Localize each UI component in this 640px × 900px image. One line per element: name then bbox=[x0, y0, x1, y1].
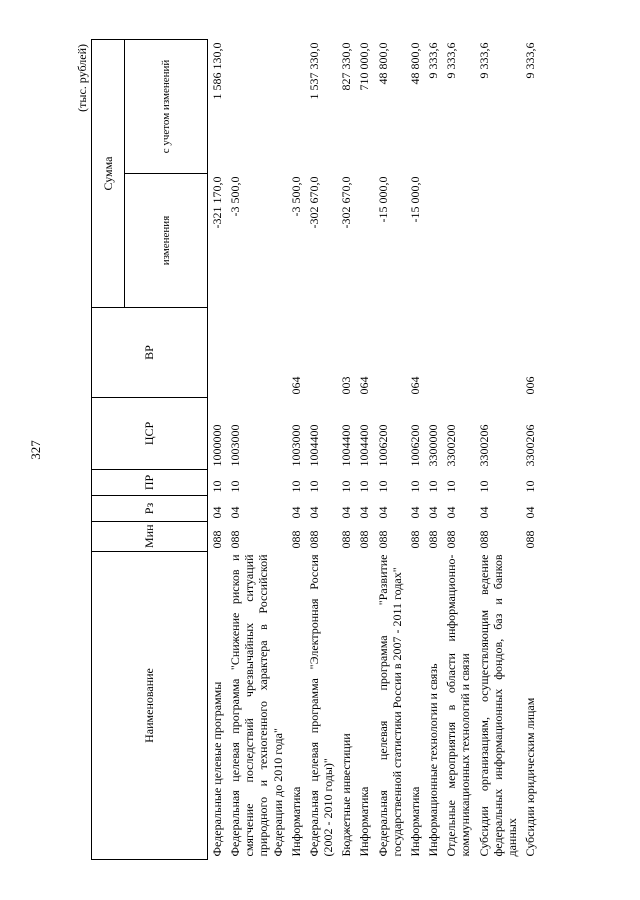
row-pr: 10 bbox=[339, 480, 354, 493]
row-rz: 04 bbox=[306, 506, 321, 519]
row-pr: 10 bbox=[210, 480, 224, 493]
row-min: 088 bbox=[375, 530, 390, 549]
header-with-change: с учетом изменений bbox=[125, 39, 208, 173]
table-body bbox=[208, 39, 540, 859]
row-pr: 10 bbox=[375, 480, 390, 493]
row-change bbox=[442, 174, 474, 308]
row-spacer bbox=[442, 308, 474, 364]
row-min: 088 bbox=[339, 530, 354, 549]
row-with-change: 9 333,6 bbox=[522, 42, 537, 79]
row-pr: 10 bbox=[444, 480, 459, 493]
row-with-change bbox=[226, 39, 287, 173]
row-vr: 064 bbox=[288, 376, 303, 395]
row-pr: 10 bbox=[357, 480, 372, 493]
row-with-change: 1 586 130,0 bbox=[210, 42, 224, 100]
header-csr: ЦСР bbox=[92, 398, 208, 470]
row-name: Федеральные целевые программы bbox=[210, 681, 224, 857]
row-csr: 1000000 bbox=[210, 424, 224, 467]
row-pr: 10 bbox=[288, 480, 303, 493]
row-spacer bbox=[374, 308, 406, 364]
row-pr: 10 bbox=[426, 480, 441, 493]
row-spacer bbox=[208, 308, 227, 364]
row-change: -15 000,0 bbox=[375, 176, 390, 223]
row-spacer bbox=[226, 308, 287, 364]
row-min: 088 bbox=[407, 530, 422, 549]
row-rz: 04 bbox=[210, 506, 224, 519]
row-with-change: 9 333,6 bbox=[444, 42, 459, 79]
row-rz: 04 bbox=[426, 506, 441, 519]
row-csr: 3300000 bbox=[426, 424, 441, 467]
row-rz: 04 bbox=[357, 506, 372, 519]
row-pr: 10 bbox=[228, 480, 243, 493]
row-with-change: 48 800,0 bbox=[375, 42, 390, 85]
row-spacer bbox=[355, 308, 373, 364]
row-min: 088 bbox=[357, 530, 372, 549]
row-rz: 04 bbox=[288, 506, 303, 519]
row-vr: 064 bbox=[407, 376, 422, 395]
row-vr bbox=[305, 364, 337, 398]
row-with-change: 9 333,6 bbox=[476, 42, 491, 79]
row-pr: 10 bbox=[476, 480, 491, 493]
table-row bbox=[406, 39, 424, 859]
row-name: Информатика bbox=[357, 786, 372, 857]
row-min: 088 bbox=[288, 530, 303, 549]
row-change bbox=[424, 174, 442, 308]
table-row bbox=[521, 39, 539, 859]
budget-table bbox=[91, 39, 539, 860]
row-name: Информатика bbox=[407, 786, 422, 857]
header-pr: ПР bbox=[92, 470, 208, 496]
units-label: (тыс. рублей) bbox=[75, 44, 89, 112]
header-sum: Сумма bbox=[92, 39, 125, 307]
row-vr bbox=[226, 364, 287, 398]
table-row bbox=[424, 39, 442, 859]
row-csr: 1006200 bbox=[375, 424, 390, 467]
header-name: Наименование bbox=[92, 552, 208, 860]
table-row bbox=[287, 39, 305, 859]
row-name: Субсидии юридическим лицам bbox=[522, 697, 537, 857]
row-min: 088 bbox=[444, 530, 459, 549]
row-pr: 10 bbox=[407, 480, 422, 493]
row-name: Отдельные мероприятия в области информационно-коммуникационных технологий и связи bbox=[444, 554, 473, 857]
row-rz: 04 bbox=[444, 506, 459, 519]
header-rz: Рз bbox=[92, 496, 208, 522]
row-min: 088 bbox=[426, 530, 441, 549]
row-change: -321 170,0 bbox=[210, 176, 224, 229]
row-csr: 1004400 bbox=[357, 424, 372, 467]
row-vr: 003 bbox=[339, 376, 354, 395]
row-spacer bbox=[424, 308, 442, 364]
row-change bbox=[355, 174, 373, 308]
row-with-change: 710 000,0 bbox=[357, 42, 372, 91]
row-spacer bbox=[521, 308, 539, 364]
row-csr: 3300206 bbox=[522, 424, 537, 467]
row-with-change: 48 800,0 bbox=[407, 42, 422, 85]
row-rz: 04 bbox=[339, 506, 354, 519]
table-row bbox=[305, 39, 337, 859]
row-min: 088 bbox=[522, 530, 537, 549]
row-name: Федеральная целевая программа "Развитие государственной статистики России в 2007 - 2011 годах" bbox=[375, 554, 404, 857]
row-with-change: 1 537 330,0 bbox=[306, 42, 321, 100]
row-min: 088 bbox=[210, 530, 224, 549]
row-name: Федеральная целевая программа "Электронная Россия (2002 - 2010 годы)" bbox=[306, 554, 336, 857]
row-change: -302 670,0 bbox=[306, 176, 321, 229]
row-min: 088 bbox=[228, 530, 243, 549]
row-name: Информационные технологии и связь bbox=[426, 663, 441, 857]
row-rz: 04 bbox=[476, 506, 491, 519]
row-vr bbox=[475, 364, 521, 398]
row-min: 088 bbox=[306, 530, 321, 549]
table-row bbox=[475, 39, 521, 859]
table-row bbox=[442, 39, 474, 859]
row-spacer bbox=[337, 308, 355, 364]
row-with-change: 9 333,6 bbox=[426, 42, 441, 79]
table-row bbox=[355, 39, 373, 859]
row-csr: 1003000 bbox=[228, 424, 243, 467]
row-change bbox=[521, 174, 539, 308]
row-spacer bbox=[475, 308, 521, 364]
row-pr: 10 bbox=[306, 480, 321, 493]
row-change: -15 000,0 bbox=[407, 176, 422, 223]
row-change bbox=[475, 174, 521, 308]
row-csr: 1004400 bbox=[306, 424, 321, 467]
row-csr: 3300200 bbox=[444, 424, 459, 467]
table-row bbox=[337, 39, 355, 859]
row-csr: 3300206 bbox=[476, 424, 491, 467]
row-pr: 10 bbox=[522, 480, 537, 493]
header-vr: ВР bbox=[92, 308, 208, 398]
rotated-budget-sheet bbox=[75, 40, 585, 860]
row-vr: 064 bbox=[357, 376, 372, 395]
row-csr: 1003000 bbox=[288, 424, 303, 467]
row-with-change bbox=[287, 39, 305, 173]
row-csr: 1006200 bbox=[407, 424, 422, 467]
row-spacer bbox=[305, 308, 337, 364]
row-vr bbox=[442, 364, 474, 398]
row-change: -302 670,0 bbox=[339, 176, 354, 229]
row-min: 088 bbox=[476, 530, 491, 549]
row-spacer bbox=[406, 308, 424, 364]
row-with-change: 827 330,0 bbox=[339, 42, 354, 91]
row-vr: 006 bbox=[522, 376, 537, 395]
table-row bbox=[374, 39, 406, 859]
header-change: изменения bbox=[125, 174, 208, 308]
row-change: -3 500,0 bbox=[288, 176, 303, 217]
row-change: -3 500,0 bbox=[228, 176, 243, 217]
table-row bbox=[208, 39, 227, 859]
row-vr bbox=[208, 364, 227, 398]
row-rz: 04 bbox=[375, 506, 390, 519]
row-vr bbox=[424, 364, 442, 398]
row-vr bbox=[374, 364, 406, 398]
row-name: Федеральная целевая программа "Снижение рисков и смягчение последствий чрезвычайных ситуаций природного и техногенного характера в Российской Федерации до 2010 года" bbox=[228, 554, 285, 857]
row-rz: 04 bbox=[522, 506, 537, 519]
row-spacer bbox=[287, 308, 305, 364]
page-number: 327 bbox=[28, 440, 43, 460]
table-row bbox=[226, 39, 287, 859]
row-name: Субсидии организациям, осуществляющим ведение федеральных информационных фондов, баз и банков данных bbox=[476, 554, 519, 857]
row-rz: 04 bbox=[407, 506, 422, 519]
row-csr: 1004400 bbox=[339, 424, 354, 467]
row-name: Бюджетные инвестиции bbox=[339, 733, 354, 857]
header-min: Мин bbox=[92, 522, 208, 552]
row-name: Информатика bbox=[288, 786, 303, 857]
row-rz: 04 bbox=[228, 506, 243, 519]
